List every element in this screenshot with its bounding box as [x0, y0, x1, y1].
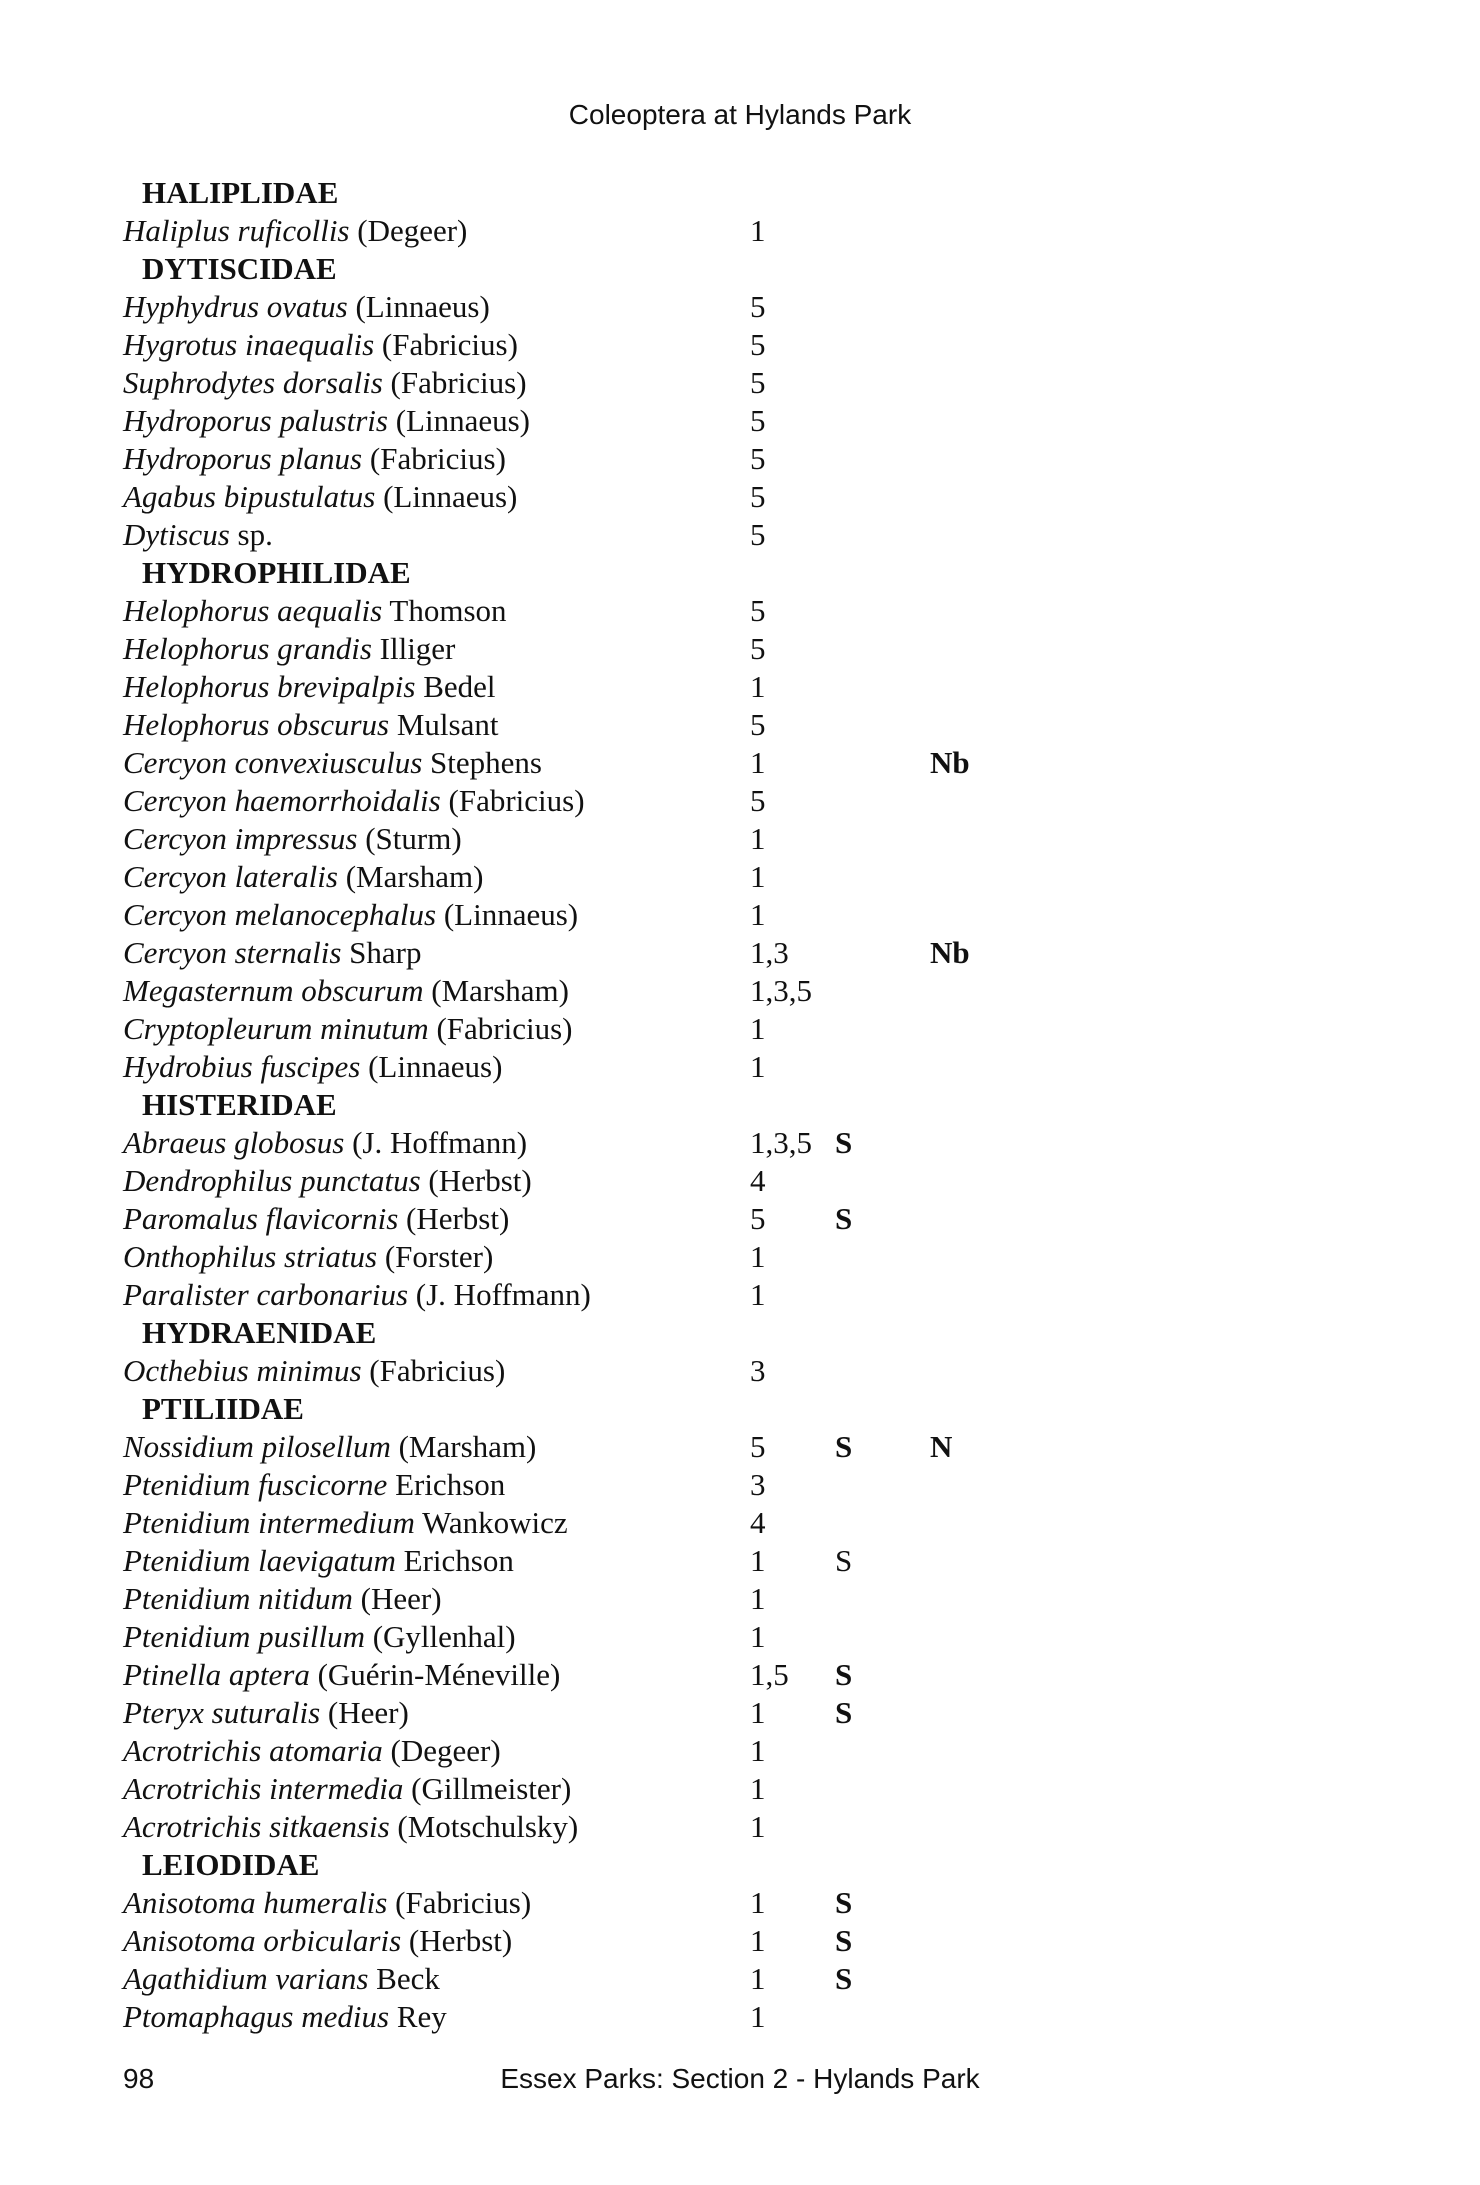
rarity-code: Nb	[930, 745, 970, 780]
species-row	[0, 744, 1480, 782]
species-authority: (Fabricius)	[448, 783, 585, 818]
species-authority: (Linnaeus)	[355, 289, 490, 324]
species-authority: (Fabricius)	[381, 327, 518, 362]
species-authority: (Marsham)	[345, 859, 484, 894]
species-row	[0, 1542, 1480, 1580]
species-row	[0, 858, 1480, 896]
species-authority: (Gyllenhal)	[372, 1619, 516, 1654]
status-code: S	[835, 1885, 853, 1920]
species-row	[0, 1694, 1480, 1732]
record-codes: 5	[750, 289, 766, 324]
species-authority: (Fabricius)	[369, 1353, 506, 1388]
record-codes: 1,3,5	[750, 1125, 812, 1160]
species-binomial: Hydroporus palustris	[123, 403, 388, 438]
species-row	[0, 1504, 1480, 1542]
species-binomial: Helophorus grandis	[123, 631, 372, 666]
family-row	[0, 174, 1480, 212]
species-row	[0, 364, 1480, 402]
record-codes: 1	[750, 859, 766, 894]
species-authority: (Marsham)	[398, 1429, 537, 1464]
species-binomial: Ptenidium pusillum	[123, 1619, 365, 1654]
species-name	[123, 1580, 442, 1618]
record-codes: 1	[750, 1885, 766, 1920]
species-authority: (Linnaeus)	[368, 1049, 503, 1084]
status-code: S	[835, 1657, 853, 1692]
status-code: S	[835, 1961, 853, 1996]
species-name	[123, 1124, 527, 1162]
species-authority: (Herbst)	[406, 1201, 510, 1236]
family-name: PTILIIDAE	[142, 1391, 304, 1426]
species-row	[0, 516, 1480, 554]
species-name	[123, 1922, 512, 1960]
record-codes: 1	[750, 897, 766, 932]
species-binomial: Paralister carbonarius	[123, 1277, 409, 1312]
species-row	[0, 1770, 1480, 1808]
record-codes: 1	[750, 1543, 766, 1578]
species-binomial: Suphrodytes dorsalis	[123, 365, 383, 400]
species-row	[0, 1276, 1480, 1314]
species-binomial: Acrotrichis atomaria	[123, 1733, 383, 1768]
species-binomial: Ptenidium nitidum	[123, 1581, 353, 1616]
species-binomial: Ptenidium fuscicorne	[123, 1467, 388, 1502]
species-name	[123, 440, 506, 478]
record-codes: 1	[750, 1923, 766, 1958]
species-name	[123, 1048, 502, 1086]
species-authority: (Heer)	[360, 1581, 442, 1616]
species-authority: Erichson	[395, 1467, 506, 1502]
species-authority: (Fabricius)	[436, 1011, 573, 1046]
species-name	[123, 630, 455, 668]
species-name	[123, 668, 496, 706]
species-name	[123, 1542, 514, 1580]
species-binomial: Cryptopleurum minutum	[123, 1011, 429, 1046]
species-name	[123, 972, 569, 1010]
record-codes: 5	[750, 593, 766, 628]
species-name	[123, 1276, 591, 1314]
species-name	[123, 402, 530, 440]
species-row	[0, 1884, 1480, 1922]
species-binomial: Haliplus ruficollis	[123, 213, 350, 248]
record-codes: 1	[750, 1961, 766, 1996]
record-codes: 1	[750, 669, 766, 704]
species-row	[0, 1580, 1480, 1618]
species-authority: (Fabricius)	[390, 365, 527, 400]
record-codes: 1	[750, 1581, 766, 1616]
family-row	[0, 1314, 1480, 1352]
species-name	[123, 1504, 568, 1542]
species-row	[0, 288, 1480, 326]
species-row	[0, 1732, 1480, 1770]
species-row	[0, 402, 1480, 440]
family-name: HISTERIDAE	[142, 1087, 337, 1122]
species-name	[123, 364, 527, 402]
species-row	[0, 1162, 1480, 1200]
species-binomial: Cercyon impressus	[123, 821, 358, 856]
family-row	[0, 1086, 1480, 1124]
species-row	[0, 972, 1480, 1010]
species-binomial: Paromalus flavicornis	[123, 1201, 399, 1236]
species-name	[123, 1770, 571, 1808]
species-row	[0, 1656, 1480, 1694]
species-authority: (Linnaeus)	[443, 897, 579, 932]
species-name	[123, 1428, 536, 1466]
family-name: HYDROPHILIDAE	[142, 555, 411, 590]
species-authority: sp.	[237, 517, 273, 552]
species-name	[123, 1238, 493, 1276]
record-codes: 1	[750, 1809, 766, 1844]
species-name	[123, 1618, 516, 1656]
species-binomial: Anisotoma orbicularis	[123, 1923, 402, 1958]
species-binomial: Onthophilus striatus	[123, 1239, 378, 1274]
status-code: S	[835, 1125, 853, 1160]
species-row	[0, 1238, 1480, 1276]
species-row	[0, 1922, 1480, 1960]
species-row	[0, 820, 1480, 858]
species-name	[123, 326, 518, 364]
species-name	[123, 744, 542, 782]
species-row	[0, 1200, 1480, 1238]
species-name	[123, 1466, 505, 1504]
record-codes: 1	[750, 1695, 766, 1730]
record-codes: 1	[750, 1619, 766, 1654]
species-authority: (Degeer)	[390, 1733, 501, 1768]
species-row	[0, 896, 1480, 934]
species-row	[0, 668, 1480, 706]
species-binomial: Dytiscus	[123, 517, 230, 552]
species-authority: (Linnaeus)	[395, 403, 530, 438]
species-binomial: Cercyon sternalis	[123, 935, 342, 970]
species-authority: (J. Hoffmann)	[415, 1277, 591, 1312]
species-authority: Erichson	[403, 1543, 514, 1578]
footer-title: Essex Parks: Section 2 - Hylands Park	[500, 2063, 980, 2094]
species-authority: (Fabricius)	[395, 1885, 532, 1920]
species-authority: (Heer)	[327, 1695, 409, 1730]
species-binomial: Acrotrichis sitkaensis	[123, 1809, 390, 1844]
species-authority: (Motschulsky)	[397, 1809, 579, 1844]
rarity-code: Nb	[930, 935, 970, 970]
family-row	[0, 250, 1480, 288]
species-row	[0, 1048, 1480, 1086]
record-codes: 5	[750, 1201, 766, 1236]
species-authority: (J. Hoffmann)	[352, 1125, 528, 1160]
record-codes: 1	[750, 1771, 766, 1806]
status-code: S	[835, 1429, 853, 1464]
species-binomial: Cercyon haemorrhoidalis	[123, 783, 441, 818]
record-codes: 1,5	[750, 1657, 789, 1692]
species-name	[123, 1884, 531, 1922]
family-name: DYTISCIDAE	[142, 251, 337, 286]
species-authority: Stephens	[430, 745, 542, 780]
species-binomial: Anisotoma humeralis	[123, 1885, 388, 1920]
species-row	[0, 1466, 1480, 1504]
species-row	[0, 326, 1480, 364]
status-code: S	[835, 1543, 853, 1578]
record-codes: 1	[750, 1011, 766, 1046]
species-authority: Bedel	[423, 669, 496, 704]
species-name	[123, 1732, 501, 1770]
species-row	[0, 1960, 1480, 1998]
species-binomial: Pteryx suturalis	[123, 1695, 321, 1730]
record-codes: 5	[750, 707, 766, 742]
species-name	[123, 1162, 532, 1200]
species-authority: Sharp	[349, 935, 422, 970]
species-binomial: Helophorus brevipalpis	[123, 669, 416, 704]
species-authority: (Gillmeister)	[411, 1771, 572, 1806]
record-codes: 5	[750, 479, 766, 514]
species-binomial: Cercyon lateralis	[123, 859, 338, 894]
species-binomial: Dendrophilus punctatus	[123, 1163, 421, 1198]
record-codes: 1,3	[750, 935, 789, 970]
species-row	[0, 440, 1480, 478]
record-codes: 1	[750, 745, 766, 780]
species-row	[0, 1124, 1480, 1162]
record-codes: 5	[750, 327, 766, 362]
species-binomial: Agathidium varians	[123, 1961, 369, 1996]
rarity-code: N	[930, 1429, 953, 1464]
record-codes: 3	[750, 1467, 766, 1502]
species-name	[123, 1200, 509, 1238]
species-binomial: Abraeus globosus	[123, 1125, 345, 1160]
species-binomial: Nossidium pilosellum	[123, 1429, 391, 1464]
record-codes: 5	[750, 783, 766, 818]
species-binomial: Acrotrichis intermedia	[123, 1771, 404, 1806]
species-name	[123, 212, 467, 250]
family-row	[0, 1390, 1480, 1428]
record-codes: 1	[750, 1999, 766, 2034]
species-row	[0, 1010, 1480, 1048]
species-name	[123, 592, 507, 630]
species-binomial: Ptinella aptera	[123, 1657, 310, 1692]
species-name	[123, 934, 422, 972]
family-name: HYDRAENIDAE	[142, 1315, 377, 1350]
record-codes: 5	[750, 441, 766, 476]
species-name	[123, 820, 462, 858]
species-authority: Beck	[376, 1961, 440, 1996]
species-row	[0, 1428, 1480, 1466]
status-code: S	[835, 1695, 853, 1730]
species-authority: (Fabricius)	[369, 441, 506, 476]
record-codes: 1	[750, 213, 766, 248]
species-row	[0, 1998, 1480, 2036]
species-authority: Wankowicz	[422, 1505, 568, 1540]
species-binomial: Hydroporus planus	[123, 441, 363, 476]
species-authority: (Sturm)	[365, 821, 462, 856]
record-codes: 1	[750, 1733, 766, 1768]
running-header: Coleoptera at Hylands Park	[568, 99, 912, 130]
record-codes: 5	[750, 1429, 766, 1464]
species-authority: (Guérin-Méneville)	[317, 1657, 561, 1692]
page-number: 98	[123, 2063, 155, 2094]
species-authority: (Herbst)	[408, 1923, 513, 1958]
species-authority: (Herbst)	[428, 1163, 532, 1198]
species-authority: Illiger	[379, 631, 456, 666]
species-row	[0, 1808, 1480, 1846]
species-row	[0, 706, 1480, 744]
species-name	[123, 1960, 440, 1998]
record-codes: 5	[750, 365, 766, 400]
species-row	[0, 782, 1480, 820]
species-binomial: Hydrobius fuscipes	[123, 1049, 361, 1084]
species-binomial: Helophorus obscurus	[123, 707, 390, 742]
family-name: LEIODIDAE	[142, 1847, 320, 1882]
species-row	[0, 630, 1480, 668]
species-authority: Thomson	[389, 593, 507, 628]
species-name	[123, 1998, 447, 2036]
species-binomial: Megasternum obscurum	[123, 973, 424, 1008]
species-binomial: Hyphydrus ovatus	[123, 289, 348, 324]
species-binomial: Ptenidium laevigatum	[123, 1543, 396, 1578]
record-codes: 1,3,5	[750, 973, 812, 1008]
family-row	[0, 554, 1480, 592]
record-codes: 1	[750, 821, 766, 856]
species-name	[123, 288, 490, 326]
species-authority: Mulsant	[396, 707, 499, 742]
page-footer	[0, 2062, 1480, 2096]
species-binomial: Ptenidium intermedium	[123, 1505, 415, 1540]
species-authority: (Marsham)	[431, 973, 569, 1008]
species-binomial: Ptomaphagus medius	[123, 1999, 390, 2034]
species-row	[0, 1352, 1480, 1390]
species-binomial: Octhebius minimus	[123, 1353, 362, 1388]
species-authority: (Linnaeus)	[383, 479, 518, 514]
species-name	[123, 516, 273, 554]
record-codes: 1	[750, 1049, 766, 1084]
species-row	[0, 934, 1480, 972]
species-name	[123, 1010, 572, 1048]
species-name	[123, 478, 517, 516]
species-name	[123, 1656, 560, 1694]
family-row	[0, 1846, 1480, 1884]
status-code: S	[835, 1923, 853, 1958]
status-code: S	[835, 1201, 853, 1236]
species-binomial: Cercyon melanocephalus	[123, 897, 437, 932]
record-codes: 5	[750, 517, 766, 552]
record-codes: 1	[750, 1277, 766, 1312]
species-list	[0, 174, 1480, 2036]
species-authority: (Forster)	[384, 1239, 494, 1274]
record-codes: 1	[750, 1239, 766, 1274]
record-codes: 3	[750, 1353, 766, 1388]
species-name	[123, 782, 585, 820]
species-row	[0, 1618, 1480, 1656]
species-binomial: Cercyon convexiusculus	[123, 745, 423, 780]
species-binomial: Agabus bipustulatus	[123, 479, 376, 514]
record-codes: 5	[750, 403, 766, 438]
species-row	[0, 592, 1480, 630]
species-row	[0, 212, 1480, 250]
species-name	[123, 858, 483, 896]
species-name	[123, 1352, 505, 1390]
species-binomial: Hygrotus inaequalis	[123, 327, 375, 362]
record-codes: 5	[750, 631, 766, 666]
species-name	[123, 896, 578, 934]
species-row	[0, 478, 1480, 516]
record-codes: 4	[750, 1163, 766, 1198]
species-name	[123, 1808, 578, 1846]
species-authority: Rey	[396, 1999, 447, 2034]
species-name	[123, 1694, 409, 1732]
record-codes: 4	[750, 1505, 766, 1540]
species-binomial: Helophorus aequalis	[123, 593, 383, 628]
species-authority: (Degeer)	[357, 213, 468, 248]
family-name: HALIPLIDAE	[142, 175, 339, 210]
species-name	[123, 706, 498, 744]
